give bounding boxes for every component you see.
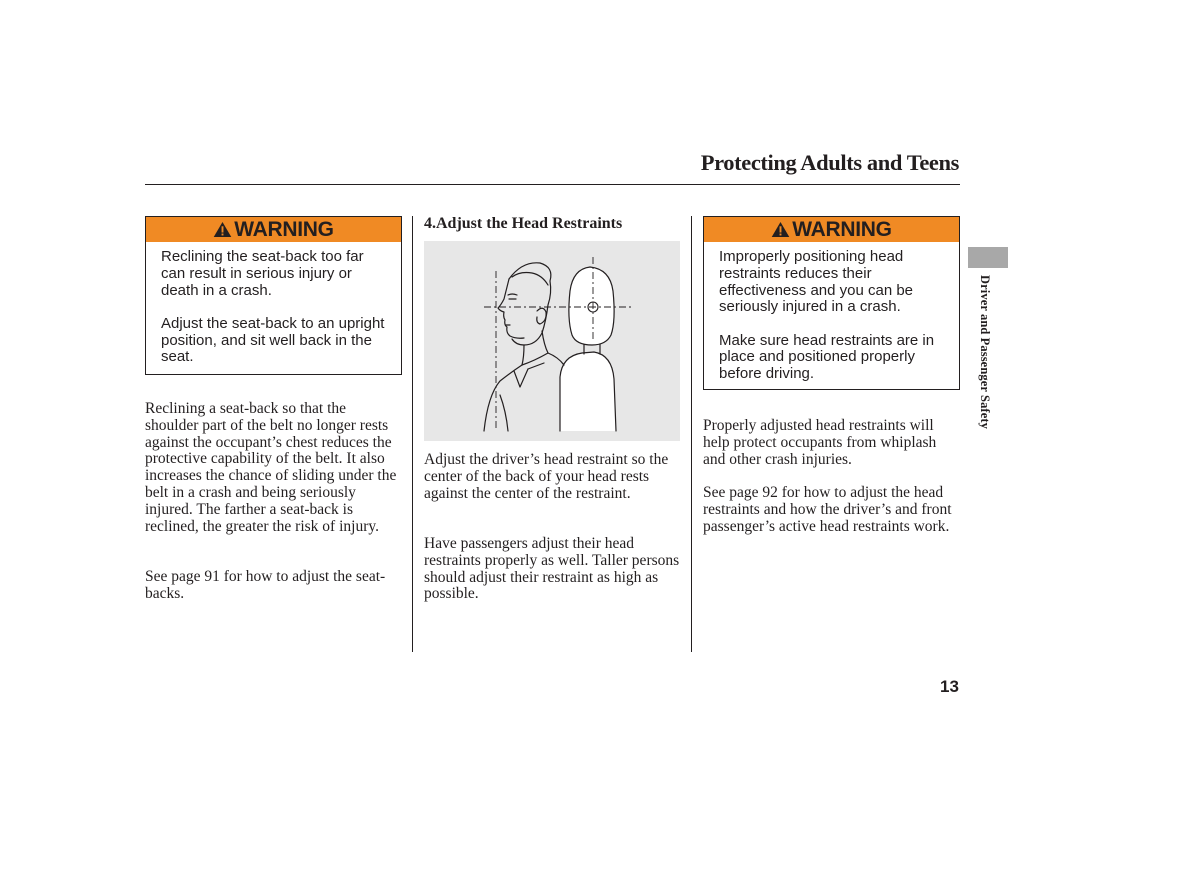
warning-label: WARNING [792, 217, 892, 241]
warning-header [704, 217, 959, 242]
warning-text: Adjust the seat-back to an upright position, and sit well back in the seat. [161, 314, 385, 366]
body-paragraph: See page 91 for how to adjust the seat-backs. [145, 568, 386, 602]
page-title: Protecting Adults and Teens [700, 150, 959, 175]
warning-text: Reclining the seat-back too far can result in serious injury or death in a crash. [161, 248, 364, 299]
body-paragraph: Properly adjusted head restraints will help protect occupants from whiplash and other crash injuries. [703, 417, 937, 468]
body-paragraph: Reclining a seat-back so that the shoulder part of the belt no longer rests against the occupant’s chest reduces the protective capability of the belt. It also increases the chance of sliding under the belt in a crash and being seriously injured. The farther a seat-back is reclined, the greater the risk of injury. [145, 400, 397, 535]
body-paragraph: Have passengers adjust their head restraints properly as well. Taller persons should adjust their restraint as high as possible. [424, 535, 680, 603]
warning-header [146, 217, 401, 242]
column-divider-left [412, 216, 413, 652]
warning-text: Make sure head restraints are in place and positioned properly before driving. [719, 331, 935, 383]
warning-label: WARNING [234, 217, 334, 241]
title-rule [145, 184, 960, 185]
warning-triangle-icon [771, 221, 790, 238]
warning-triangle-icon [213, 221, 232, 238]
body-paragraph: Adjust the driver’s head restraint so the center of the back of your head rests against the center of the restraint. [424, 451, 669, 502]
head-restraint-figure [424, 241, 680, 441]
seat-back-warning-box [145, 216, 402, 375]
warning-text: Improperly positioning head restraints reduces their effectiveness and you can be seriously injured in a crash. [719, 248, 914, 316]
page-number: 13 [940, 677, 959, 696]
head-restraint-illustration-icon [424, 241, 680, 441]
body-paragraph: See page 92 for how to adjust the head restraints and how the driver’s and front passenger’s active head restraints work. [703, 484, 952, 535]
warning-body [146, 242, 401, 366]
head-restraint-warning-box [703, 216, 960, 390]
warning-body [704, 242, 959, 383]
section-heading: 4.Adjust the Head Restraints [424, 215, 623, 232]
column-divider-right [691, 216, 692, 652]
section-tab-label: Driver and Passenger Safety [978, 275, 992, 429]
section-tab-marker [968, 247, 1008, 268]
